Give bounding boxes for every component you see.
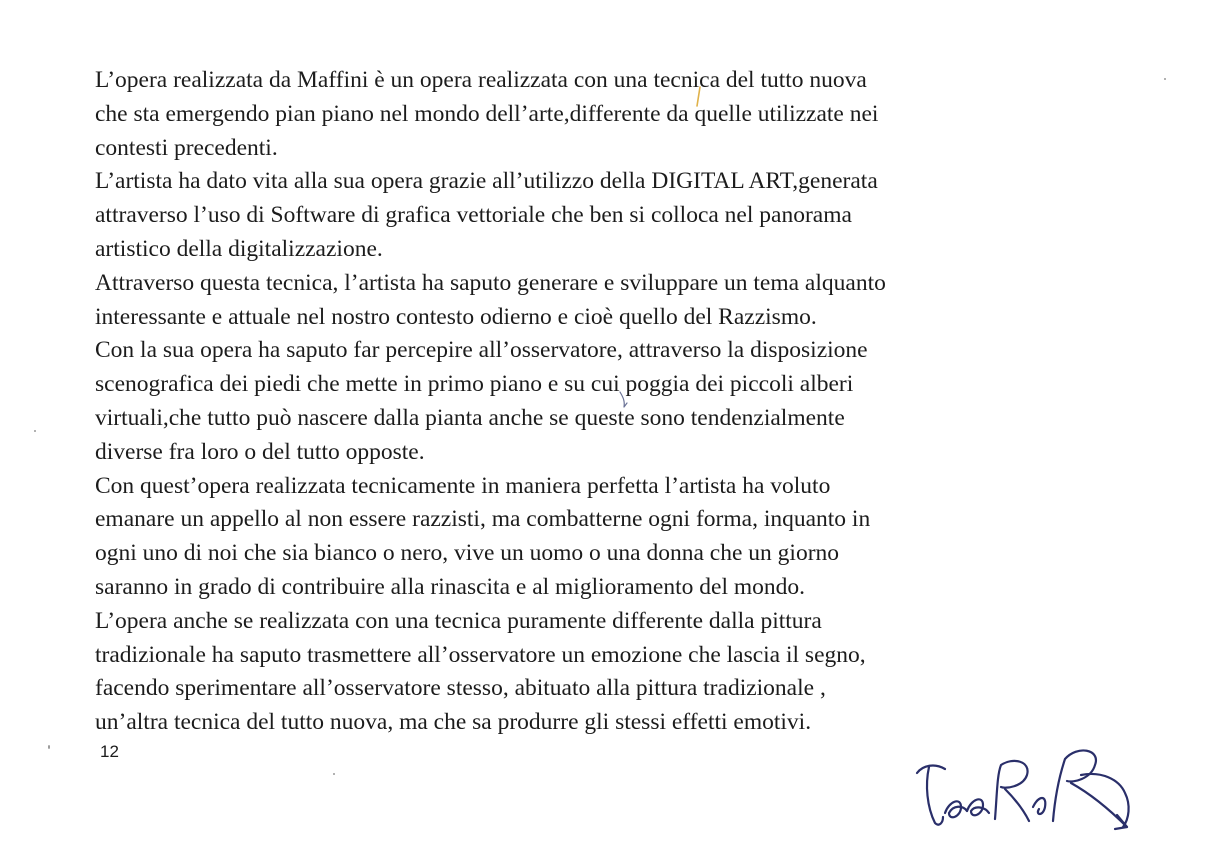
text-line: un’altra tecnica del tutto nuova, ma che sa produrre gli stessi effetti emotivi.: [95, 709, 812, 736]
text-line: L’artista ha dato vita alla sua opera grazie all’utilizzo della DIGITAL ART,generata: [95, 168, 878, 195]
text-line: ogni uno di noi che sia bianco o nero, vive un uomo o una donna che un giorno: [95, 540, 840, 567]
text-line: Attraverso questa tecnica, l’artista ha saputo generare e sviluppare un tema alquanto: [95, 269, 886, 296]
text-line: emanare un appello al non essere razzisti, ma combatterne ogni forma, inquanto in: [95, 506, 871, 533]
text-line: attraverso l’uso di Software di grafica vettoriale che ben si colloca nel panorama: [95, 202, 852, 229]
text-line: saranno in grado di contribuire alla rinascita e al miglioramento del mondo.: [95, 573, 806, 600]
text-line: L’opera realizzata da Maffini è un opera realizzata con una tecnica del tutto nuova: [95, 67, 867, 93]
text-line: diverse fra loro o del tutto opposte.: [95, 438, 425, 465]
text-line: Con la sua opera ha saputo far percepire all’osservatore, attraverso la disposizione: [95, 337, 868, 364]
pen-mark: [617, 389, 631, 411]
text-line: contesti precedenti.: [95, 134, 278, 161]
text-line: interessante e attuale nel nostro contesto odierno e cioè quello del Razzismo.: [95, 303, 817, 330]
scan-speck: [1164, 78, 1166, 80]
text-line: artistico della digitalizzazione.: [95, 235, 383, 262]
text-line: che sta emergendo pian piano nel mondo dell’arte,differente da quelle utilizzate nei: [95, 100, 879, 127]
text-line: virtuali,che tutto può nascere dalla pianta anche se queste sono tendenzialmente: [95, 404, 845, 431]
page-number: 12: [100, 742, 119, 761]
scan-speck: [48, 745, 50, 749]
text-line: facendo sperimentare all’osservatore stesso, abituato alla pittura tradizionale ,: [95, 675, 826, 702]
scan-speck: [34, 430, 36, 432]
pen-mark: [694, 86, 704, 108]
text-line: tradizionale ha saputo trasmettere all’osservatore un emozione che lascia il segno,: [95, 641, 866, 668]
text-line: L’opera anche se realizzata con una tecnica puramente differente dalla pittura: [95, 607, 822, 634]
text-line: scenografica dei piedi che mette in primo piano e su cui poggia dei piccoli alberi: [95, 371, 854, 398]
scan-speck: [333, 773, 335, 775]
body-text: [95, 64, 1105, 740]
text-line: Con quest’opera realizzata tecnicamente in maniera perfetta l’artista ha voluto: [95, 472, 831, 499]
signature-image: [905, 735, 1150, 835]
